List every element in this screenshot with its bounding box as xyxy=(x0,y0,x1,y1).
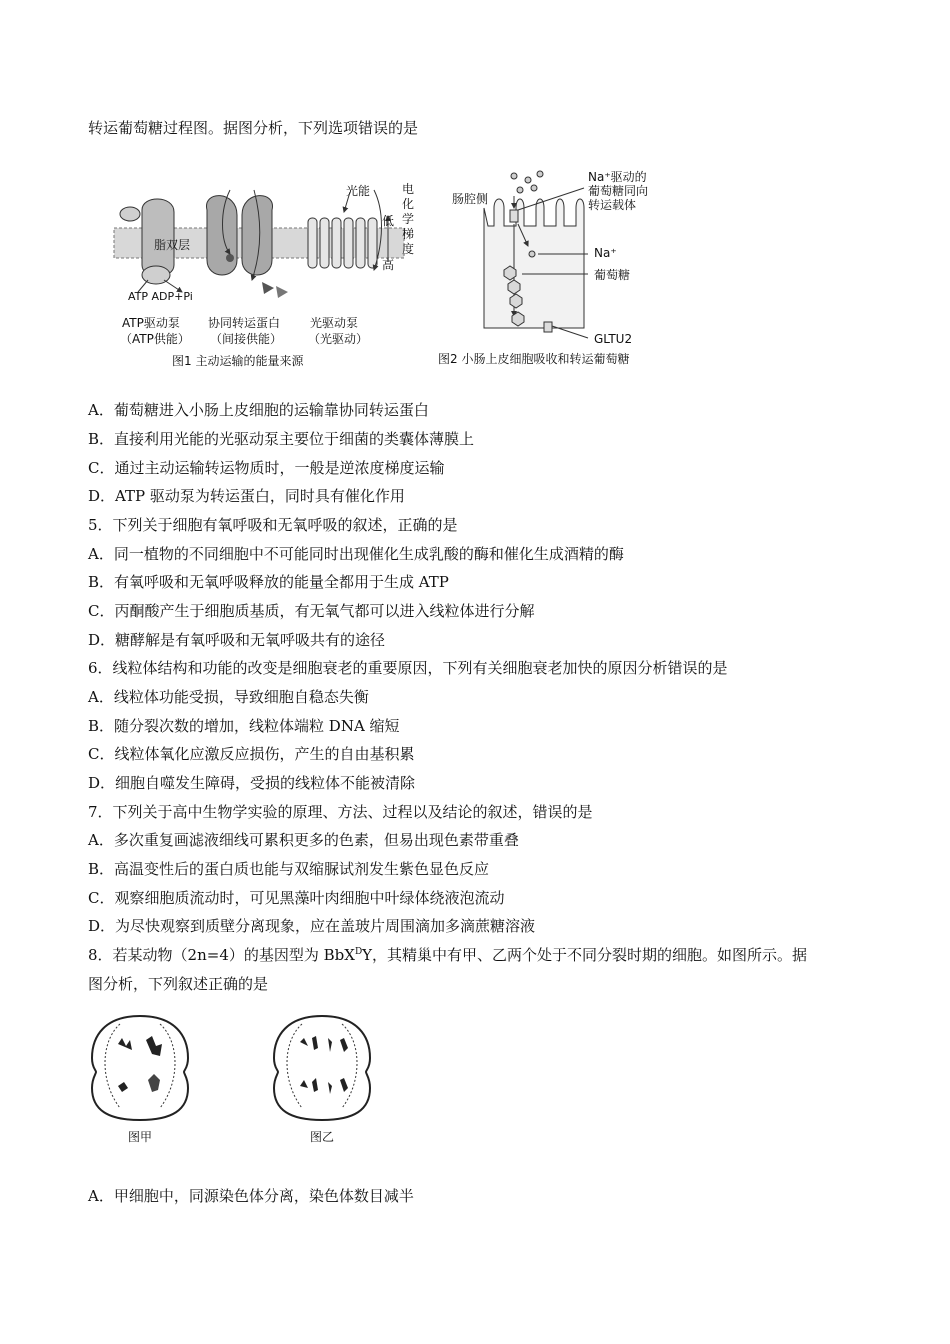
figure-cell-b xyxy=(272,1012,372,1144)
high-label: 高 xyxy=(382,258,395,272)
carrier-label-line-3: 转运载体 xyxy=(588,198,637,212)
q8-stem-superscript: D xyxy=(354,947,363,957)
gradient-label: 电化学梯度 xyxy=(402,182,415,256)
q6-option-c: C．线粒体氧化应激反应损伤，产生的自由基积累 xyxy=(88,745,415,763)
carrier-label xyxy=(588,170,648,212)
low-label: 低 xyxy=(382,214,395,228)
figure-2-caption: 图2 小肠上皮细胞吸收和转运葡萄糖 xyxy=(438,352,630,366)
figure-1-active-transport xyxy=(112,170,432,370)
q8-stem-part-2: Y，其精巢中有甲、乙两个处于不同分裂时期的细胞。如图所示。据 xyxy=(362,946,808,964)
lipid-bilayer-label: 脂双层 xyxy=(154,238,191,252)
q7-option-a: A．多次重复画滤液细线可累积更多的色素，但易出现色素带重叠 xyxy=(88,831,519,849)
atp-pump-sublabel: （ATP供能） xyxy=(120,332,190,346)
q8-stem xyxy=(88,945,807,965)
cotransporter-sublabel: （间接供能） xyxy=(210,332,283,346)
light-pump-sublabel: （光驱动） xyxy=(308,332,369,346)
figure-cell-a-label: 图甲 xyxy=(128,1130,153,1144)
glucose-label: 葡萄糖 xyxy=(594,268,631,282)
carrier-label-line-2: 葡萄糖同向 xyxy=(588,184,649,198)
light-pump-label: 光驱动泵 xyxy=(310,316,359,330)
q5-stem: 5．下列关于细胞有氧呼吸和无氧呼吸的叙述，正确的是 xyxy=(88,516,458,534)
q7-stem: 7．下列关于高中生物学实验的原理、方法、过程以及结论的叙述，错误的是 xyxy=(88,803,593,821)
light-energy-label: 光能 xyxy=(346,184,371,198)
figure-cell-a xyxy=(90,1012,190,1144)
q7-option-c: C．观察细胞质流动时，可见黑藻叶肉细胞中叶绿体绕液泡流动 xyxy=(88,889,505,907)
q7-option-b: B．高温变性后的蛋白质也能与双缩脲试剂发生紫色显色反应 xyxy=(88,860,490,878)
q8-stem-part-1: 8．若某动物（2n=4）的基因型为 BbX xyxy=(88,946,355,964)
figure-1-caption: 图1 主动运输的能量来源 xyxy=(172,354,304,368)
q5-option-b: B．有氧呼吸和无氧呼吸释放的能量全都用于生成 ATP xyxy=(88,573,449,591)
gltu2-label: GLTU2 xyxy=(594,332,633,346)
lumen-side-label: 肠腔侧 xyxy=(452,192,489,206)
q4-option-b: B．直接利用光能的光驱动泵主要位于细菌的类囊体薄膜上 xyxy=(88,430,475,448)
q7-option-d: D．为尽快观察到质壁分离现象，应在盖玻片周围滴加多滴蔗糖溶液 xyxy=(88,917,536,935)
q5-option-a: A．同一植物的不同细胞中不可能同时出现催化生成乳酸的酶和催化生成酒精的酶 xyxy=(88,545,624,563)
atp-pump-label: ATP驱动泵 xyxy=(122,316,180,330)
q4-option-c: C．通过主动运输转运物质时，一般是逆浓度梯度运输 xyxy=(88,459,445,477)
figure-2-glucose-transport xyxy=(438,166,668,366)
atp-adp-label: ATP ADP+Pi xyxy=(128,290,193,303)
q4-option-a: A．葡萄糖进入小肠上皮细胞的运输靠协同转运蛋白 xyxy=(88,401,429,419)
q6-stem: 6．线粒体结构和功能的改变是细胞衰老的重要原因，下列有关细胞衰老加快的原因分析错误的是 xyxy=(88,659,728,677)
q5-option-d: D．糖酵解是有氧呼吸和无氧呼吸共有的途径 xyxy=(88,631,386,649)
q8-option-a: A．甲细胞中，同源染色体分离，染色体数目减半 xyxy=(88,1187,414,1205)
q6-option-d: D．细胞自噬发生障碍，受损的线粒体不能被清除 xyxy=(88,774,416,792)
q6-option-a: A．线粒体功能受损，导致细胞自稳态失衡 xyxy=(88,688,369,706)
carrier-label-line-1: Na⁺驱动的 xyxy=(588,170,647,184)
q4-option-d: D．ATP 驱动泵为转运蛋白，同时具有催化作用 xyxy=(88,487,405,505)
q6-option-b: B．随分裂次数的增加，线粒体端粒 DNA 缩短 xyxy=(88,717,400,735)
cotransporter-label: 协同转运蛋白 xyxy=(208,316,281,330)
sodium-label: Na⁺ xyxy=(594,246,617,260)
figure-cell-b-label: 图乙 xyxy=(310,1130,335,1144)
question-intro: 转运葡萄糖过程图。据图分析，下列选项错误的是 xyxy=(88,119,419,137)
q5-option-c: C．丙酮酸产生于细胞质基质，有无氧气都可以进入线粒体进行分解 xyxy=(88,602,535,620)
q8-stem-line-2: 图分析，下列叙述正确的是 xyxy=(88,975,269,993)
